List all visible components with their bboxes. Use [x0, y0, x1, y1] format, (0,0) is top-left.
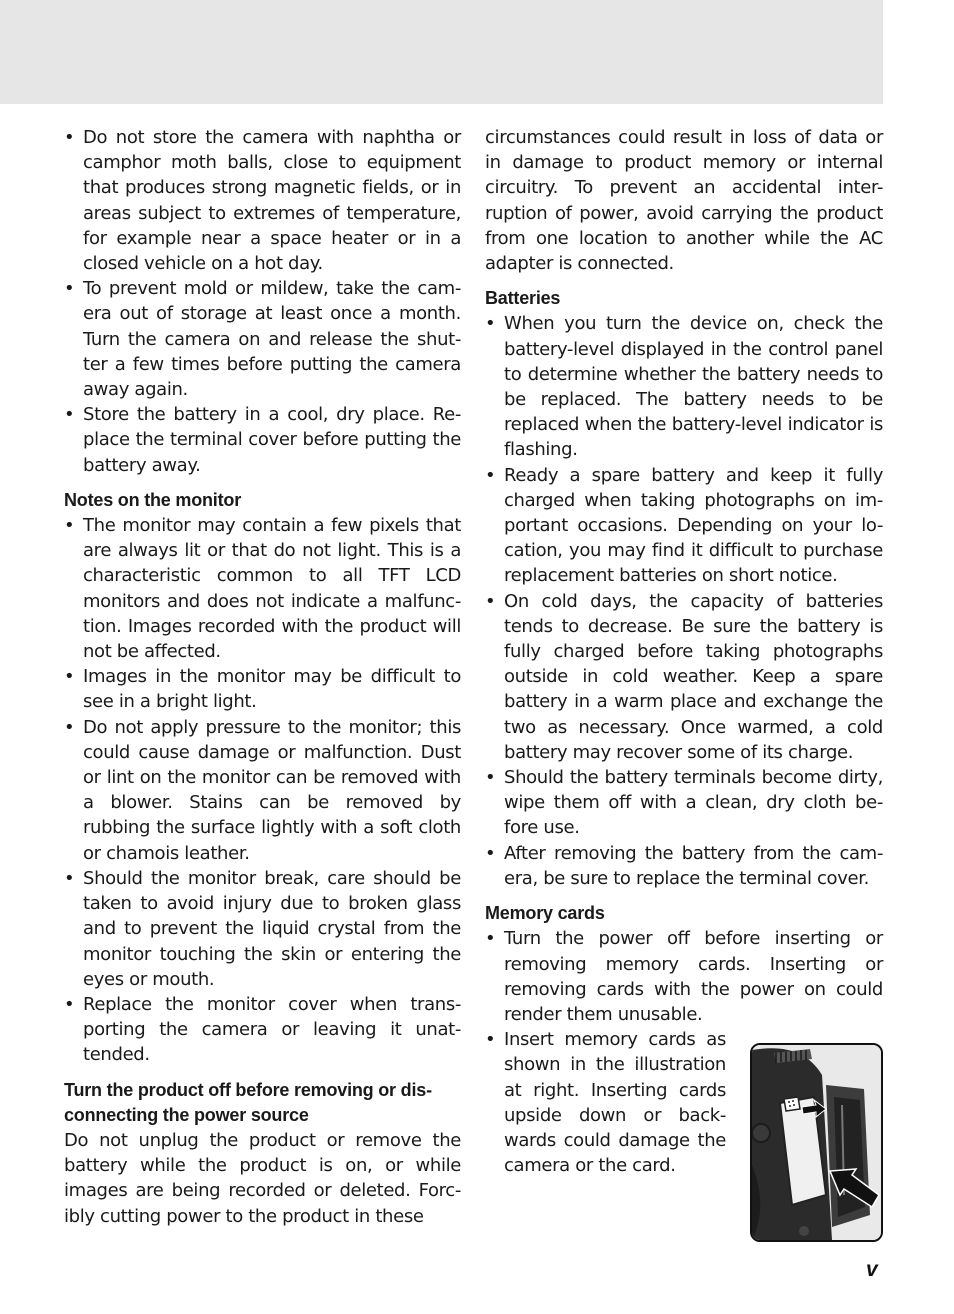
bullet-glyph: • — [64, 404, 75, 426]
memory-cards-heading: Memory cards — [485, 903, 605, 924]
bullet-glyph: • — [485, 842, 496, 864]
power-heading: Turn the product off before removing or dis-connecting the power source — [64, 1079, 432, 1125]
bullet-glyph: • — [64, 716, 75, 738]
list-item: • Images in the monitor may be difficult to see in a bright light. — [64, 666, 461, 713]
bullet-glyph: • — [485, 590, 496, 612]
list-item: • Should the monitor break, care should be taken to avoid injury due to broken glass and to prevent the liquid crystal from the monitor touching the skin or entering the eyes or mouth. — [64, 867, 461, 990]
batteries-heading: Batteries — [485, 288, 561, 309]
monitor-heading: Notes on the monitor — [64, 489, 241, 510]
page-number: v — [866, 1258, 878, 1281]
monitor-section — [64, 488, 461, 1068]
header-band — [0, 0, 883, 104]
list-item: • The monitor may contain a few pixels that are always lit or that do not light. This is a characteristic common to all TFT LCD monitors and does not indicate a malfunc-tion. Images recorded with the product will not be affected. — [64, 515, 461, 663]
list-item: • Ready a spare battery and keep it fully charged when taking photographs on im-portant occasions. Depending on your lo-cation, you may find it difficult to purchase replacement batteries on short notice. — [485, 464, 883, 587]
bullet-glyph: • — [485, 464, 496, 486]
list-item: • Turn the power off before inserting or removing memory cards. Inserting or removing cards with the power on could render them unusable. — [485, 928, 883, 1025]
list-item: • When you turn the device on, check the battery-level displayed in the control panel to determine whether the battery needs to be replaced. The battery needs to be replaced when the battery-level indicator is flashing. — [485, 313, 883, 461]
bullet-glyph: • — [485, 313, 496, 335]
power-paragraph: Do not unplug the product or remove the battery while the product is on, or while images are being recorded or deleted. Forc-ibly cutting power to the product in these — [64, 1129, 461, 1227]
power-section — [64, 1078, 461, 1229]
right-column — [485, 125, 883, 1178]
bullet-glyph: • — [64, 278, 75, 300]
bullet-glyph: • — [64, 666, 75, 688]
bullet-glyph: • — [485, 767, 496, 789]
list-item: • Replace the monitor cover when trans-porting the camera or leaving it unat-tended. — [64, 993, 461, 1066]
bullet-glyph: • — [485, 928, 496, 950]
monitor-bullet-list — [64, 513, 461, 1067]
storage-bullet-list — [64, 125, 461, 478]
list-item: • Do not apply pressure to the monitor; this could cause damage or malfunction. Dust or lint on the monitor can be removed with a blower. Stains can be removed by rubbing the surface lightly with a soft cloth or chamois leather. — [64, 716, 461, 864]
left-column — [64, 125, 461, 1229]
bullet-glyph: • — [64, 127, 75, 148]
list-item: • Store the battery in a cool, dry place. Re-place the terminal cover before putting the battery away. — [64, 404, 461, 476]
list-item: • After removing the battery from the cam-era, be sure to replace the terminal cover. — [485, 842, 883, 889]
list-item: • Insert memory cards as shown in the illustration at right. Inserting cards upside down or back-wards could damage the camera or the card. — [485, 1029, 726, 1177]
bullet-glyph: • — [485, 1029, 496, 1051]
list-item: • Do not store the camera with naphtha or camphor moth balls, close to equipment that produces strong magnetic fields, or in areas subject to extremes of temperature, for example near a space heater or in a closed vehicle on a hot day. — [64, 127, 461, 275]
bullet-glyph: • — [64, 515, 75, 537]
bullet-glyph: • — [64, 993, 75, 1015]
list-item: • To prevent mold or mildew, take the cam-era out of storage at least once a month. Turn the camera on and release the shut-ter a few times before putting the camera away again. — [64, 278, 461, 401]
batteries-section — [485, 286, 883, 891]
list-item: • On cold days, the capacity of batteries tends to decrease. Be sure the battery is fully charged before taking photographs outside in cold weather. Keep a spare battery in a warm place and exchange the two as necessary. Once warmed, a cold battery may recover some of its charge. — [485, 590, 883, 763]
camera-card-slot-image — [752, 1045, 881, 1240]
bullet-glyph: • — [64, 867, 75, 889]
list-item: • Should the battery terminals become dirty, wipe them off with a clean, dry cloth be-fore use. — [485, 767, 883, 839]
power-paragraph-continued: circumstances could result in loss of data or in damage to product memory or internal circuitry. To prevent an accidental inter-ruption of power, avoid carrying the product from one location to another while the AC adapter is connected. — [485, 127, 883, 275]
batteries-bullet-list — [485, 311, 883, 891]
memory-card-insertion-illustration — [750, 1043, 883, 1242]
